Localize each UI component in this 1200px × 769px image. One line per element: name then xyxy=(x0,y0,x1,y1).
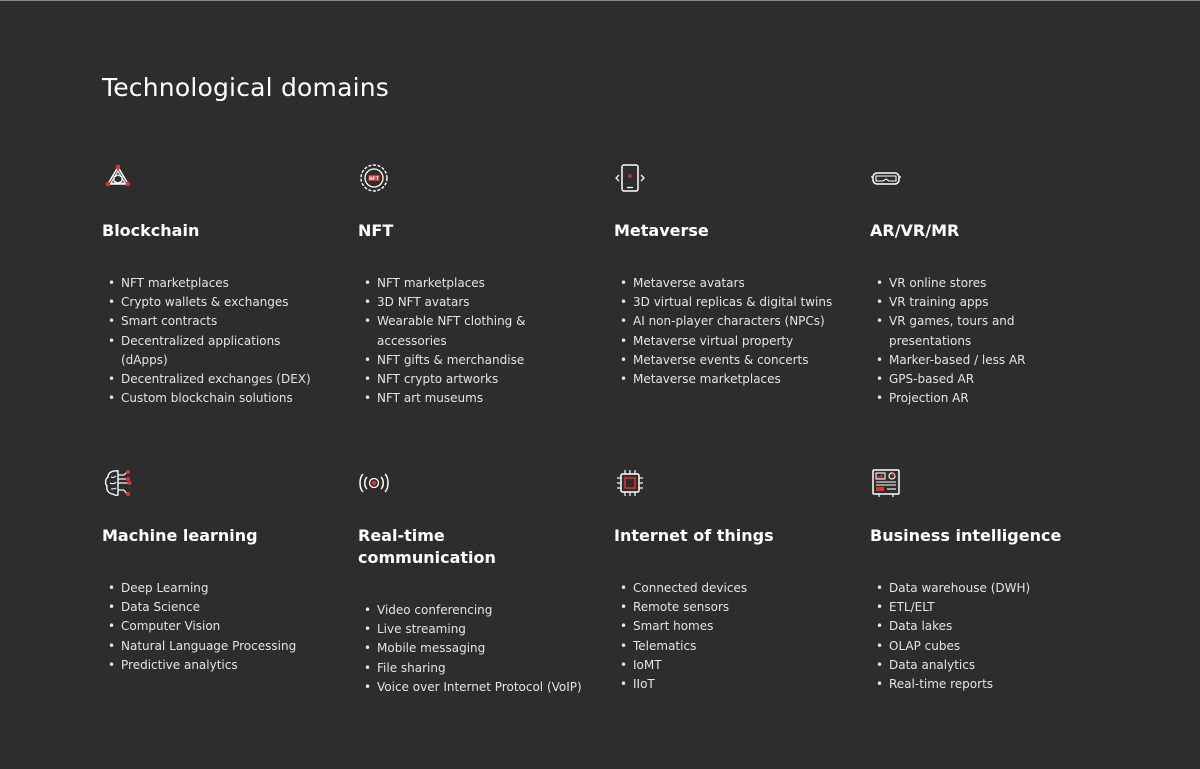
bullet: • xyxy=(108,372,116,387)
bullet: • xyxy=(876,372,884,387)
feature-list xyxy=(358,274,598,408)
list-item-label: Wearable NFT clothing & accessories xyxy=(377,314,526,348)
list-item xyxy=(358,659,598,678)
list-item xyxy=(870,579,1110,598)
bullet: • xyxy=(620,600,628,615)
bullet: • xyxy=(620,581,628,595)
list-item xyxy=(358,678,598,697)
bullet: • xyxy=(876,581,884,595)
list-item xyxy=(870,389,1110,408)
feature-list xyxy=(102,579,342,675)
microchip-icon xyxy=(614,467,646,499)
bullet: • xyxy=(620,276,628,290)
brain-circuit-icon xyxy=(102,467,134,499)
bullet: • xyxy=(364,391,372,406)
list-item xyxy=(614,656,854,675)
list-item-label: VR training apps xyxy=(889,295,989,310)
list-item xyxy=(870,598,1110,617)
list-item xyxy=(102,579,342,598)
list-item-label: Decentralized applications (dApps) xyxy=(121,333,281,367)
feature-list xyxy=(870,579,1110,694)
mobile-device-icon xyxy=(614,162,646,194)
list-item xyxy=(614,675,854,694)
bullet: • xyxy=(364,641,372,656)
list-item xyxy=(358,639,598,658)
bullet: • xyxy=(620,333,628,348)
bullet: • xyxy=(108,391,116,406)
list-item xyxy=(358,370,598,389)
list-item xyxy=(102,332,342,370)
bullet: • xyxy=(876,391,884,406)
list-item xyxy=(870,617,1110,636)
list-item xyxy=(358,312,598,350)
bullet: • xyxy=(620,295,628,310)
list-item-label: Telematics xyxy=(633,638,697,653)
list-item-label: Deep Learning xyxy=(121,581,209,595)
dashboard-icon xyxy=(870,467,902,499)
list-item xyxy=(614,617,854,636)
card-title: Business intelligence xyxy=(870,526,1062,545)
list-item-label: Metaverse events & concerts xyxy=(633,352,809,367)
list-item xyxy=(358,293,598,312)
list-item xyxy=(102,637,342,656)
bullet: • xyxy=(876,600,884,615)
bullet: • xyxy=(876,619,884,634)
list-item xyxy=(614,293,854,312)
list-item xyxy=(614,351,854,370)
bullet: • xyxy=(108,295,116,310)
top-border-line xyxy=(0,0,1200,1)
list-item xyxy=(102,617,342,636)
list-item-label: Custom blockchain solutions xyxy=(121,391,293,406)
list-item xyxy=(614,579,854,598)
list-item-label: NFT marketplaces xyxy=(377,276,485,290)
list-item-label: Predictive analytics xyxy=(121,657,238,672)
bullet: • xyxy=(620,619,628,634)
broadcast-signal-icon xyxy=(358,467,390,499)
list-item-label: VR games, tours and presentations xyxy=(889,314,1015,348)
card-title: Machine learning xyxy=(102,526,258,545)
list-item-label: IoMT xyxy=(633,657,662,672)
card-title: AR/VR/MR xyxy=(870,221,960,240)
list-item-label: GPS-based AR xyxy=(889,372,975,387)
card-title: Blockchain xyxy=(102,221,200,240)
list-item-label: Metaverse marketplaces xyxy=(633,372,781,387)
list-item xyxy=(358,620,598,639)
bullet: • xyxy=(108,333,116,348)
vr-headset-icon xyxy=(870,162,902,194)
card-title: Real-time communication xyxy=(358,526,496,567)
list-item xyxy=(870,351,1110,370)
list-item-label: Projection AR xyxy=(889,391,969,406)
list-item xyxy=(614,598,854,617)
bullet: • xyxy=(364,679,372,694)
list-item-label: VR online stores xyxy=(889,276,987,290)
bullet: • xyxy=(876,295,884,310)
bullet: • xyxy=(876,677,884,692)
list-item-label: Decentralized exchanges (DEX) xyxy=(121,372,311,387)
bullet: • xyxy=(364,314,372,329)
bullet: • xyxy=(364,622,372,637)
list-item-label: Data warehouse (DWH) xyxy=(889,581,1031,595)
list-item-label: Video conferencing xyxy=(377,603,493,617)
list-item-label: Data lakes xyxy=(889,619,953,634)
bullet: • xyxy=(620,657,628,672)
list-item-label: NFT marketplaces xyxy=(121,276,229,290)
list-item-label: Live streaming xyxy=(377,622,466,637)
list-item-label: NFT art museums xyxy=(377,391,484,406)
bullet: • xyxy=(364,660,372,675)
nft-badge-icon xyxy=(358,162,390,194)
list-item-label: 3D NFT avatars xyxy=(377,295,470,310)
bullet: • xyxy=(364,372,372,387)
bullet: • xyxy=(108,657,116,672)
bullet: • xyxy=(620,314,628,329)
list-item xyxy=(614,332,854,351)
list-item xyxy=(358,389,598,408)
feature-list xyxy=(102,274,342,408)
list-item-label: File sharing xyxy=(377,660,446,675)
card-title: Metaverse xyxy=(614,221,709,240)
list-item xyxy=(358,274,598,293)
list-item xyxy=(358,351,598,370)
list-item-label: NFT crypto artworks xyxy=(377,372,499,387)
list-item-label: Metaverse avatars xyxy=(633,276,745,290)
list-item xyxy=(870,274,1110,293)
bullet: • xyxy=(364,603,372,617)
bullet: • xyxy=(876,657,884,672)
bullet: • xyxy=(876,638,884,653)
list-item-label: IIoT xyxy=(633,677,655,692)
bullet: • xyxy=(364,295,372,310)
feature-list xyxy=(358,601,598,697)
list-item xyxy=(614,637,854,656)
bullet: • xyxy=(108,581,116,595)
list-item xyxy=(870,293,1110,312)
list-item-label: Computer Vision xyxy=(121,619,221,634)
feature-list xyxy=(614,274,854,389)
list-item-label: Data Science xyxy=(121,600,200,615)
bullet: • xyxy=(108,638,116,653)
list-item-label: Mobile messaging xyxy=(377,641,486,656)
list-item-label: Crypto wallets & exchanges xyxy=(121,295,289,310)
card-title: NFT xyxy=(358,221,394,240)
blockchain-network-icon xyxy=(102,162,134,194)
list-item xyxy=(870,312,1110,350)
list-item xyxy=(102,370,342,389)
page-title: Technological domains xyxy=(102,73,390,102)
list-item xyxy=(870,370,1110,389)
list-item xyxy=(358,601,598,620)
list-item-label: NFT gifts & merchandise xyxy=(377,352,525,367)
bullet: • xyxy=(876,314,884,329)
list-item xyxy=(870,675,1110,694)
list-item xyxy=(614,274,854,293)
list-item-label: Connected devices xyxy=(633,581,748,595)
bullet: • xyxy=(876,276,884,290)
bullet: • xyxy=(108,619,116,634)
feature-list xyxy=(870,274,1110,408)
bullet: • xyxy=(108,276,116,290)
list-item xyxy=(102,656,342,675)
list-item-label: Data analytics xyxy=(889,657,976,672)
list-item xyxy=(102,598,342,617)
bullet: • xyxy=(364,276,372,290)
bullet: • xyxy=(620,352,628,367)
list-item-label: AI non-player characters (NPCs) xyxy=(633,314,825,329)
list-item-label: Real-time reports xyxy=(889,677,994,692)
feature-list xyxy=(614,579,854,694)
bullet: • xyxy=(108,600,116,615)
list-item xyxy=(614,312,854,331)
list-item xyxy=(102,389,342,408)
bullet: • xyxy=(620,638,628,653)
list-item xyxy=(102,293,342,312)
card-title: Internet of things xyxy=(614,526,774,545)
list-item-label: Remote sensors xyxy=(633,600,730,615)
bullet: • xyxy=(876,352,884,367)
list-item-label: Metaverse virtual property xyxy=(633,333,794,348)
list-item xyxy=(102,312,342,331)
list-item xyxy=(870,637,1110,656)
list-item-label: Natural Language Processing xyxy=(121,638,297,653)
list-item-label: Marker-based / less AR xyxy=(889,352,1026,367)
list-item xyxy=(102,274,342,293)
svg-text:NFT: NFT xyxy=(369,177,379,182)
list-item-label: OLAP cubes xyxy=(889,638,961,653)
bullet: • xyxy=(620,372,628,387)
list-item xyxy=(614,370,854,389)
bullet: • xyxy=(364,352,372,367)
list-item-label: Smart homes xyxy=(633,619,714,634)
list-item-label: ETL/ELT xyxy=(889,600,935,615)
list-item-label: 3D virtual replicas & digital twins xyxy=(633,295,833,310)
bullet: • xyxy=(108,314,116,329)
list-item xyxy=(870,656,1110,675)
list-item-label: Smart contracts xyxy=(121,314,218,329)
list-item-label: Voice over Internet Protocol (VoIP) xyxy=(377,679,582,694)
bullet: • xyxy=(620,677,628,692)
